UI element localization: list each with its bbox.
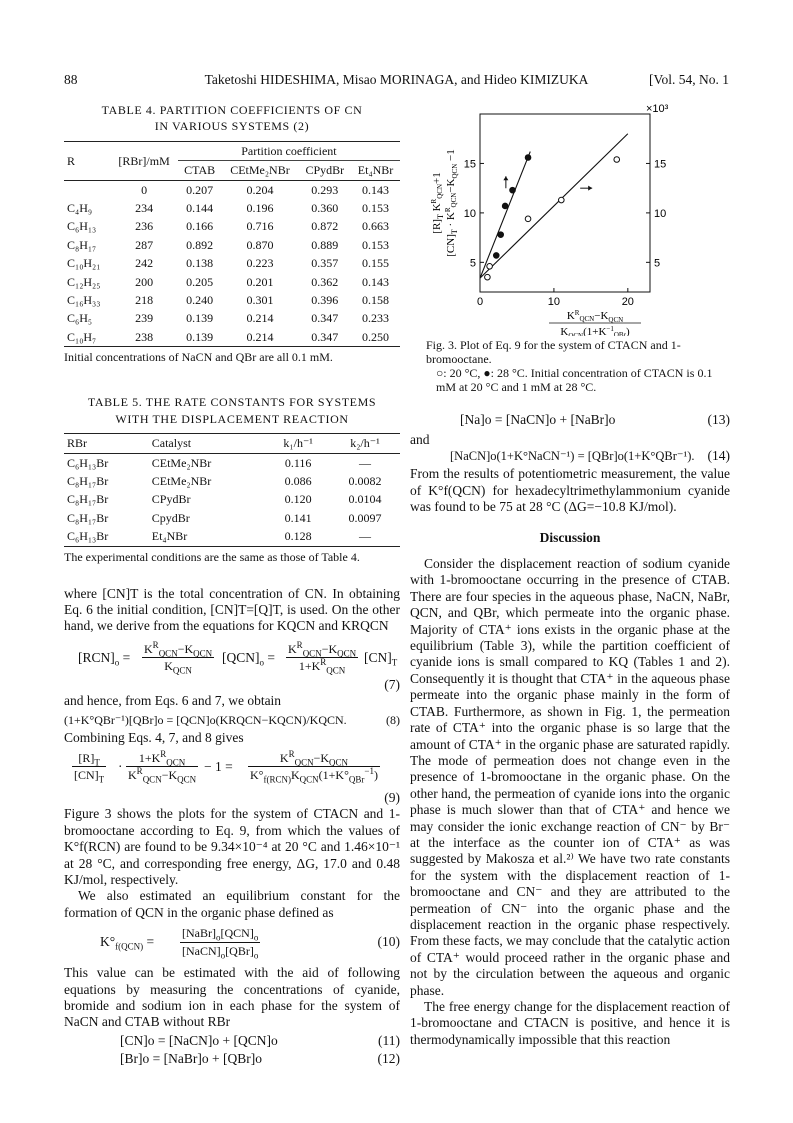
left-paragraph-4: Figure 3 shows the plots for the system of CTACN and 1-bromooctane according to Eq. 9, from which the values of K°f(RCN) are found to be 9.34×10⁻⁴ at 20 °C and 1.46×10⁻¹ at 28 °C, and corresponding free energy, ΔG, 17.0 and 0.48 KJ/mol, respectively. [64,806,400,887]
table-cell: 0 [141,182,148,197]
table-cell: 0.116 [284,455,312,470]
table-cell: 0.250 [362,329,390,344]
table-cell: 0.143 [362,182,390,197]
table-cell: 0.120 [284,492,312,507]
table-cell: 0.139 [186,311,214,326]
right-column [410,100,730,1048]
equation-9: $\frac{[R]_T}{[CN]_T}$ · $1+K^R_{QCN}$ $K^R_{QCN}-K_{QCN}$ − 1 = $K^R_{QCN}-K_{QCN}$ $K^\circ_{f(RCN)}K_{QCN}(1+K^\circ_{QBr}^{-1})$ [74,748,378,785]
table-row [64,254,400,272]
table-cell: 0.144 [186,201,214,216]
y-tick-label-right: 15 [654,158,667,171]
data-point [493,253,499,259]
table-row [64,472,400,490]
col-header: Et₄NBr [357,163,394,178]
col-header: CEtMe₂NBr [230,163,290,178]
running-authors: Taketoshi HIDESHIMA, Misao MORINAGA, and Hideo KIMIZUKA [204,72,589,87]
equation-13: [Na]o = [NaCN]o + [NaBr]o (13) [460,412,730,427]
table-row [64,291,400,309]
right-paragraph-3: The free energy change for the displacement reaction of 1-bromooctane and CTACN is positive, and hence it is thermodynamically impossible that this reaction [410,999,730,1047]
left-paragraph-5: We also estimated an equilibrium constant for the formation of QCN in the organic phase defined as [64,888,400,920]
section-heading: Discussion [539,529,601,545]
fit-line [480,152,530,279]
right-paragraph-1: From the results of potentiometric measurement, the value of K°f(QCN) for hexadecyltrimethylammonium cyanide was found to be 75 at 28 °C (ΔG=−10.8 KJ/mol). [410,466,730,515]
col-header: Catalyst [151,436,192,451]
table-cell: 0.155 [362,256,390,271]
data-point [525,216,531,222]
table-cell: 0.214 [246,311,274,326]
table5 [64,394,400,563]
table-row [64,309,400,327]
left-paragraph-2: and hence, from Eqs. 6 and 7, we obtain [64,693,282,709]
table-cell: 0.166 [186,219,214,234]
table-cell: 0.240 [186,293,214,308]
table-cell: 0.716 [246,219,274,234]
data-point [498,232,504,238]
table-cell: 0.870 [246,237,274,252]
table-cell: 0.347 [311,329,339,344]
table-cell: CPydBr [151,492,191,507]
table-cell: 242 [135,256,154,271]
table-cell: 236 [135,219,154,234]
x-tick-label: 0 [476,296,484,308]
eq7-number: (7) [384,676,400,692]
data-point [614,157,620,163]
table-cell: 0.141 [284,510,312,525]
left-column [64,102,400,1069]
table-cell: CpydBr [151,510,190,525]
col-header: CTAB [184,163,216,178]
table-cell: 0.347 [311,311,339,326]
table-cell: C₈H₁₇ [67,237,97,252]
svg-text:KQCN(1+K−1QBr): $K_{QCN}(1+K^{-1}_{QBr})$ [560,325,630,336]
table-cell: 0.663 [362,219,390,234]
right-paragraph-2: Consider the displacement reaction of sodium cyanide with 1-bromooctane occurring in the presence of CTAB. There are four species in the aqueous phase, NaCN, NaBr, QCN, and QBr, which permeate into the organic phase. Majority of CTA⁺ ions exists in the organic phase at the equilibrium (Table 3), while the partition coefficient of cyanide ions is small compared to KQ (Tables 1 and 2). Consequently it is thought that CTA⁺ in the aqueous phase permeate into the organic phase mainly in the form of CTAB. Furthermore, as shown in Fig. 1, the permeation rate of CTA⁺ into the organic phase is so large that the amount of CTA⁺ in the organic phase are saturated rapidly. The mode of permeation does not change even in the presence of 1-bromooctane in the organic phase. On the other hand, the permeation of cyanide ions into the organic phase is much slower than that of CTA⁺ and hence we may consider the ionic exchange reaction of CN⁻ by Br⁻ at the interface as the counter ion of CTA⁺ as was suggested by Makosza et al.²⁾ We have two rate constants for the system with the displacement reaction of 1-bromooctane and CN⁻ and they are attributed to the permeation of CN⁻ into the organic phase and the displacement reaction in the organic phase respectively. From these facts, we may conclude that the catalytic action of CTA⁺ would proceed rather in the organic phase and not by the circulation between the aqueous and organic phase. [410,556,730,998]
page-header [64,72,729,92]
data-point [487,263,493,269]
data-point [559,197,565,203]
table-cell: — [358,455,371,470]
scale-label: ×10³ [646,103,669,115]
table-row [64,217,400,235]
table-cell: 0.153 [362,237,390,252]
table-cell: C₁₀H₂₁ [67,256,101,271]
col-header: k₁/h⁻¹ [283,436,313,451]
table-cell: 0.205 [186,274,214,289]
table-cell: C₄H₉ [67,201,93,216]
table-row [64,490,400,508]
equation-14: [NaCN]o(1+K°NaCN⁻¹) = [QBr]o(1+K°QBr⁻¹). (14) [450,448,730,464]
table-cell: 238 [135,329,154,344]
table-cell: 0.396 [311,293,339,308]
equation-11: [CN]o = [NaCN]o + [QCN]o (11) [120,1032,400,1048]
col-group-partition: Partition coefficient [178,141,400,160]
table-cell: 0.153 [362,201,390,216]
table-cell: 0.0104 [348,492,382,507]
data-point [485,274,491,280]
table-row [64,199,400,217]
left-paragraph-3: Combining Eqs. 4, 7, and 8 gives [64,729,244,745]
table-cell: 0.143 [362,274,390,289]
table-cell: 0.357 [311,256,339,271]
eq7-frac1: $K^R_{QCN}-K_{QCN}$ $K_{QCN}$ [144,639,213,676]
svg-text:KRQCN−KQCN: $K^R_{QCN}-K_{QCN}$ [566,309,624,324]
table-cell: 0.158 [362,293,390,308]
x-axis-label [549,309,641,336]
table-row [64,328,400,346]
table-cell: 0.872 [311,219,339,234]
table-cell: 0.362 [311,274,339,289]
data-point [502,203,508,209]
table-cell: 0.138 [186,256,214,271]
eq7-lhs: $[RCN]_o$ = [78,649,131,668]
table-cell: C₆H₅ [67,311,93,326]
table-cell: C₆H₁₃Br [67,455,109,470]
table-cell: 0.301 [246,293,274,308]
table-cell: 0.196 [246,201,274,216]
table-cell: 0.086 [284,473,312,488]
table-cell: 0.204 [246,182,274,197]
table-cell: C₁₆H₃₃ [67,293,101,308]
table-cell: 0.293 [311,182,339,197]
table-cell: 218 [135,293,154,308]
table-cell: C₈H₁₇Br [67,510,109,525]
page-number: 88 [64,72,78,87]
table-cell: C₆H₁₃ [67,219,97,234]
table4-grid [64,141,400,346]
left-paragraph-1: where [CN]T is the total concentration of CN. In obtaining Eq. 6 the initial condition, [CN]T=[Q]T, is used. On the other hand, we derive from the equations for KQCN and KRQCN [64,585,400,634]
table-cell [64,180,110,199]
table-cell: 0.214 [246,329,274,344]
table5-caption: TABLE 5. THE RATE CONSTANTS FOR SYSTEMS WITH THE DISPLACEMENT REACTION [87,395,377,426]
table-cell: C₈H₁₇Br [67,473,109,488]
table-cell: 0.0097 [348,510,382,525]
equation-8: (1+K°QBr⁻¹)[QBr]o = [QCN]o(KRQCN−KQCN)/KQCN. (8) [64,712,400,727]
svg-text:[R]T KRQCN+1: $[R]_T$ $K^R_{QCN}+1$ [430,172,445,234]
figure-3-chart [410,100,730,336]
figure-3 [410,100,730,336]
y-tick-label-right: 5 [654,257,661,270]
y-tick-label: 5 [469,257,476,270]
table-cell: C₁₂H₂₅ [67,274,101,289]
table-row [64,453,400,472]
table-row [64,273,400,291]
table-cell: 0.0082 [348,473,382,488]
eq7-mid: $[QCN]_o$ = [222,649,275,668]
y-tick-label: 10 [463,207,476,220]
table-cell: CEtMe₂NBr [151,455,212,470]
table-cell: 0.139 [186,329,214,344]
y-tick-label-right: 10 [654,207,667,220]
table-cell: 234 [135,201,154,216]
col-rbr: [RBr]/mM [118,153,170,168]
y-tick-label: 15 [463,158,476,171]
table-cell: 0.892 [186,237,214,252]
data-point [525,155,531,161]
equation-7: $[RCN]_o$ = $K^R_{QCN}-K_{QCN}$ $K_{QCN}$ $[QCN]_o$ = $K^R_{QCN}-K_{QCN}$ $1+K^R_{QCN}$ $[CN]_T$ [78,639,398,676]
col-header: k₂/h⁻¹ [350,436,380,451]
col-r: R [67,153,76,168]
table-cell: 0.201 [246,274,274,289]
table-cell: C₆H₁₃Br [67,529,109,544]
table-cell: 0.207 [186,182,214,197]
arrow-head-icon [503,176,508,180]
table4 [64,102,400,368]
eq7-frac2: $K^R_{QCN}-K_{QCN}$ $1+K^R_{QCN}$ [288,639,357,676]
data-point [510,187,516,193]
table-cell: 287 [135,237,154,252]
table-cell: 0.889 [311,237,339,252]
table-row [64,180,400,199]
x-tick-label: 20 [621,296,634,308]
table4-caption: TABLE 4. PARTITION COEFFICIENTS OF CN IN VARIOUS SYSTEMS (2) [101,103,363,134]
table-cell: 0.223 [246,256,274,271]
table-row [64,236,400,254]
figure-3-caption: Fig. 3. Plot of Eq. 9 for the system of CTACN and 1-bromooctane. ○: 20 °C, ●: 28 °C. Initial concentration of CTACN is 0.1 mM at 20 °C and 1 mM at 28 °C. [426,338,713,394]
x-tick-label: 10 [547,296,561,308]
table-cell: 239 [135,311,154,326]
table-cell: 0.128 [284,529,312,544]
table-row [64,509,400,527]
svg-text:[CN]T · KRQCN−KQCN −1: $[CN]_T \cdot K^R_{QCN}-K_{QCN} -1$ [444,149,459,257]
and-word: and [410,432,430,447]
volume-label: [Vol. 54, No. 1 [648,72,729,87]
table-cell: 0.233 [362,311,390,326]
left-paragraph-6: This value can be estimated with the aid of following equations by measuring the concentrations of cyanide, bromide and sodium ion in each phase for the system of NaCN and CTAB without RBr [64,965,400,1030]
table-cell: 0.360 [311,201,339,216]
table5-grid [64,433,400,545]
table-cell: 200 [135,274,154,289]
table-cell: C₈H₁₇Br [67,492,109,507]
table-cell: Et₄NBr [151,529,188,544]
table-cell: CEtMe₂NBr [151,473,212,488]
table-cell: C₁₀H₇ [67,329,97,344]
table-row [64,527,400,545]
equation-12: [Br]o = [NaBr]o + [QBr]o (12) [120,1050,400,1066]
table-cell: — [358,529,371,544]
col-header: RBr [67,436,88,451]
arrow-head-icon [588,186,592,191]
table4-note: Initial concentrations of NaCN and QBr are all 0.1 mM. [64,346,400,368]
y-axis-label [430,149,459,256]
col-header: CPydBr [305,163,345,178]
equation-10: $K^\circ_{f(QCN)}$ = $[NaBr]_o[QCN]_o$ $[NaCN]_o[QBr]_o$ (10) [100,926,400,961]
eq9-number: (9) [384,789,400,805]
table5-note: The experimental conditions are the same as those of Table 4. [64,546,400,564]
